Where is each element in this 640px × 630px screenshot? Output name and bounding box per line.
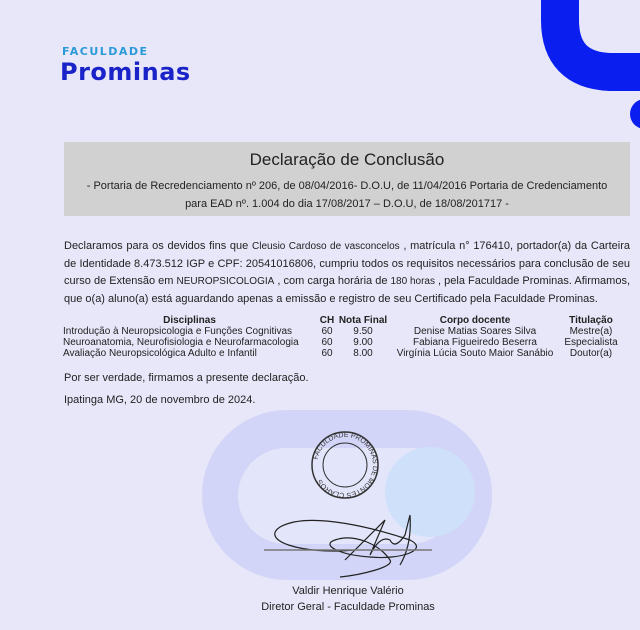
text: Declaramos para os devidos fins que	[64, 240, 253, 252]
cell: Fabiana Figueiredo Beserra	[413, 337, 537, 348]
course-name: NEUROPSICOLOGIA	[176, 276, 275, 287]
logo-prominas: Prominas	[60, 58, 191, 86]
signature	[260, 505, 450, 580]
table-row	[62, 337, 621, 348]
corner-dot-decoration	[630, 99, 640, 129]
cell: Avaliação Neuropsicológica Adulto e Infantil	[63, 348, 257, 359]
col-header: Disciplinas	[163, 315, 216, 326]
page-title: Declaração de Conclusão	[249, 150, 445, 169]
text: , matrícula n° 176410, portador(a) da Carteira de Identidade 8.473.512 IGP e CPF: 20541016806, cumpriu todos os requisitos necessários para conclusão de seu curso de Extensão em	[64, 240, 630, 287]
declaration-paragraph	[64, 238, 630, 308]
cell: 9.00	[353, 337, 373, 348]
logo-faculdade: FACULDADE	[62, 45, 149, 58]
course-hours: 180 horas	[390, 276, 435, 287]
accreditation-text	[64, 177, 630, 213]
table-header	[62, 315, 621, 326]
disciplines-table	[62, 315, 621, 359]
accreditation-line-1: - Portaria de Recredenciamento nº 206, de 08/04/2016- D.O.U, de 11/04/2016 Portaria de Credenciamento	[86, 180, 608, 192]
cell: Mestre(a)	[569, 326, 613, 337]
col-header: CH	[319, 315, 335, 326]
stamp-text: FACULDADE PROMINAS DE MONTES CLAROS	[312, 431, 379, 499]
cell: 8.00	[353, 348, 373, 359]
closing-text: Por ser verdade, firmamos a presente declaração.	[64, 372, 309, 384]
signatory-role: Diretor Geral - Faculdade Prominas	[261, 601, 435, 613]
col-header: Corpo docente	[439, 315, 511, 326]
accreditation-line-2: para EAD nº. 1.004 do dia 17/08/2017 – D.O.U, de 18/08/201717 -	[185, 198, 509, 210]
cell: Especialista	[564, 337, 618, 348]
text: , com carga horária de	[274, 275, 391, 287]
svg-text:FACULDADE PROMINAS DE MONTES C	[313, 432, 378, 498]
table-row	[62, 348, 621, 359]
col-header: Nota Final	[338, 315, 388, 326]
place-date: Ipatinga MG, 20 de novembro de 2024.	[64, 394, 256, 406]
institution-stamp	[300, 420, 390, 510]
col-header: Titulação	[569, 315, 613, 326]
cell: 60	[321, 326, 333, 337]
text: , pela Faculdade Prominas. Afirmamos, que o(a) aluno(a) está aguardando apenas a emissão e registro de seu Certificado pela Faculdade Prominas.	[64, 275, 631, 305]
table-row	[62, 326, 621, 337]
cell: Virgínia Lúcia Souto Maior Sanábio	[396, 348, 554, 359]
cell: Denise Matias Soares Silva	[413, 326, 537, 337]
cell: Neuroanatomia, Neurofisiologia e Neurofarmacologia	[63, 337, 299, 348]
corner-arc-decoration	[560, 0, 640, 72]
cell: 9.50	[353, 326, 373, 337]
cell: Doutor(a)	[569, 348, 613, 359]
cell: Introdução à Neuropsicologia e Funções Cognitivas	[63, 326, 293, 337]
signatory-name: Valdir Henrique Valério	[292, 585, 404, 597]
title-banner	[64, 142, 630, 216]
student-name: Cleusio Cardoso de vasconcelos	[252, 241, 400, 252]
declaration-content	[64, 238, 630, 407]
cell: 60	[321, 337, 333, 348]
cell: 60	[321, 348, 333, 359]
